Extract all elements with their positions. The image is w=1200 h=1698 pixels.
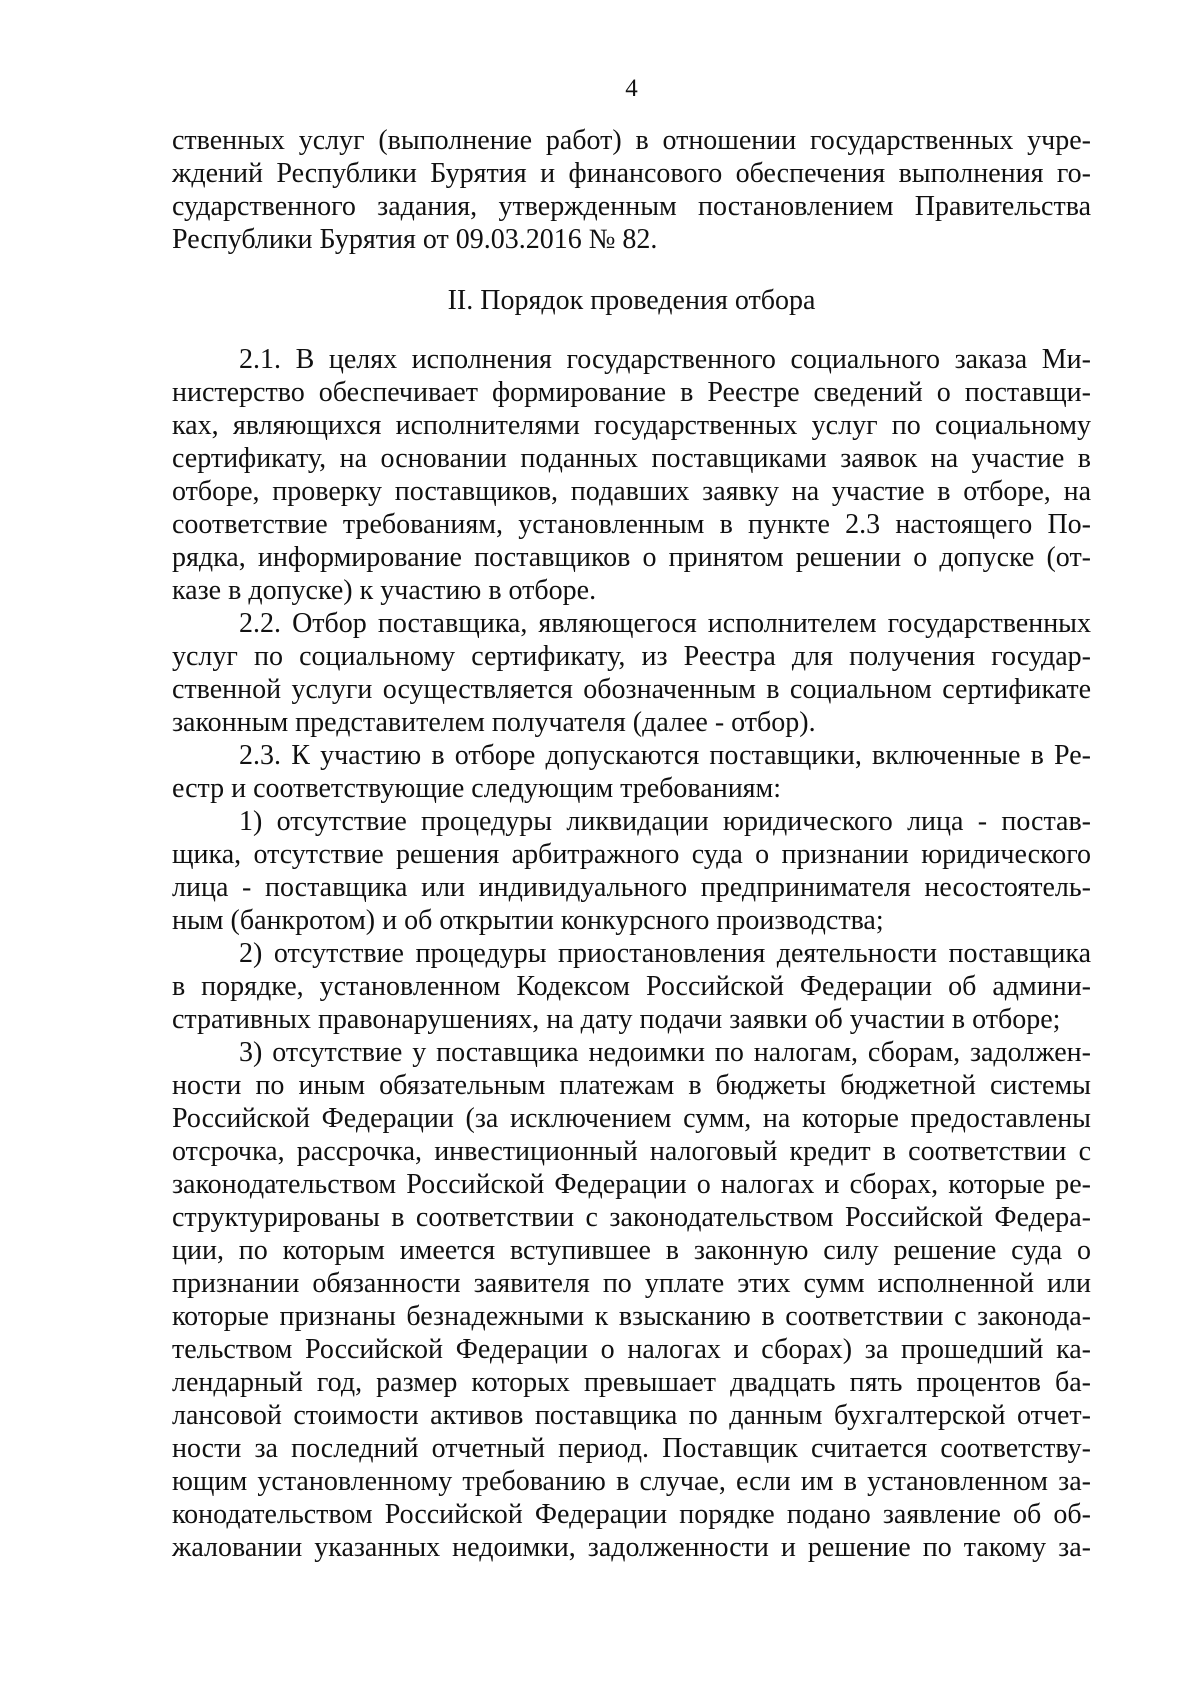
page-number: 4 <box>625 75 638 102</box>
text-line: законным представителем получателя (далее - отбор). <box>172 707 816 738</box>
text-line: 2.1. В целях исполнения государственного социального заказа Ми- <box>239 344 1091 375</box>
section-heading: II. Порядок проведения отбора <box>447 285 816 316</box>
text-line: Российской Федерации (за исключением сумм, на которые предоставлены <box>172 1103 1091 1134</box>
text-line: структурированы в соответствии с законодательством Российской Федера- <box>172 1202 1091 1233</box>
text-line: жаловании указанных недоимки, задолженности и решение по такому за- <box>172 1532 1091 1563</box>
text-line: сударственного задания, утвержденным постановлением Правительства <box>172 191 1091 222</box>
text-line: отсрочка, рассрочка, инвестиционный налоговый кредит в соответствии с <box>172 1136 1091 1167</box>
text-line: ции, по которым имеется вступившее в законную силу решение суда о <box>172 1235 1091 1266</box>
text-line: щика, отсутствие решения арбитражного суда о признании юридического <box>172 839 1091 870</box>
text-line: услуг по социальному сертификату, из Реестра для получения государ- <box>172 641 1091 672</box>
text-line: соответствие требованиям, установленным в пункте 2.3 настоящего По- <box>172 509 1091 540</box>
text-line: Республики Бурятия от 09.03.2016 № 82. <box>172 224 658 255</box>
text-line: ности за последний отчетный период. Поставщик считается соответству- <box>172 1433 1091 1464</box>
text-line: 3) отсутствие у поставщика недоимки по налогам, сборам, задолжен- <box>239 1037 1091 1068</box>
text-line: ках, являющихся исполнителями государственных услуг по социальному <box>172 410 1091 441</box>
text-line: признании обязанности заявителя по уплате этих сумм исполненной или <box>172 1268 1091 1299</box>
text-line: ности по иным обязательным платежам в бюджеты бюджетной системы <box>172 1070 1091 1101</box>
text-line: ным (банкротом) и об открытии конкурсного производства; <box>172 905 884 936</box>
text-line: законодательством Российской Федерации о налогах и сборах, которые ре- <box>172 1169 1091 1200</box>
text-line: конодательством Российской Федерации порядке подано заявление об об- <box>172 1499 1091 1530</box>
text-line: отборе, проверку поставщиков, подавших заявку на участие в отборе, на <box>172 476 1091 507</box>
text-line: ющим установленному требованию в случае, если им в установленном за- <box>172 1466 1091 1497</box>
text-line: лансовой стоимости активов поставщика по данным бухгалтерской отчет- <box>172 1400 1091 1431</box>
text-line: казе в допуске) к участию в отборе. <box>172 575 597 606</box>
text-line: ственной услуги осуществляется обозначенным в социальном сертификате <box>172 674 1091 705</box>
text-line: ждений Республики Бурятия и финансового обеспечения выполнения го- <box>172 158 1091 189</box>
text-line: стративных правонарушениях, на дату подачи заявки об участии в отборе; <box>172 1004 1061 1035</box>
text-line: 2.3. К участию в отборе допускаются поставщики, включенные в Ре- <box>239 740 1091 771</box>
text-line: лица - поставщика или индивидуального предпринимателя несостоятель- <box>172 872 1091 903</box>
text-line: естр и соответствующие следующим требованиям: <box>172 773 782 804</box>
text-line: 2) отсутствие процедуры приостановления деятельности поставщика <box>239 938 1091 969</box>
text-line: тельством Российской Федерации о налогах и сборах) за прошедший ка- <box>172 1334 1091 1365</box>
text-line: которые признаны безнадежными к взысканию в соответствии с законода- <box>172 1301 1091 1332</box>
text-line: в порядке, установленном Кодексом Российской Федерации об админи- <box>172 971 1091 1002</box>
text-line: нистерство обеспечивает формирование в Реестре сведений о поставщи- <box>172 377 1091 408</box>
text-line: лендарный год, размер которых превышает двадцать пять процентов ба- <box>172 1367 1091 1398</box>
text-line: 2.2. Отбор поставщика, являющегося исполнителем государственных <box>239 608 1091 639</box>
text-line: рядка, информирование поставщиков о принятом решении о допуске (от- <box>172 542 1091 573</box>
text-line: ственных услуг (выполнение работ) в отношении государственных учре- <box>172 125 1091 156</box>
text-line: 1) отсутствие процедуры ликвидации юридического лица - постав- <box>239 806 1091 837</box>
text-line: сертификату, на основании поданных поставщиками заявок на участие в <box>172 443 1091 474</box>
